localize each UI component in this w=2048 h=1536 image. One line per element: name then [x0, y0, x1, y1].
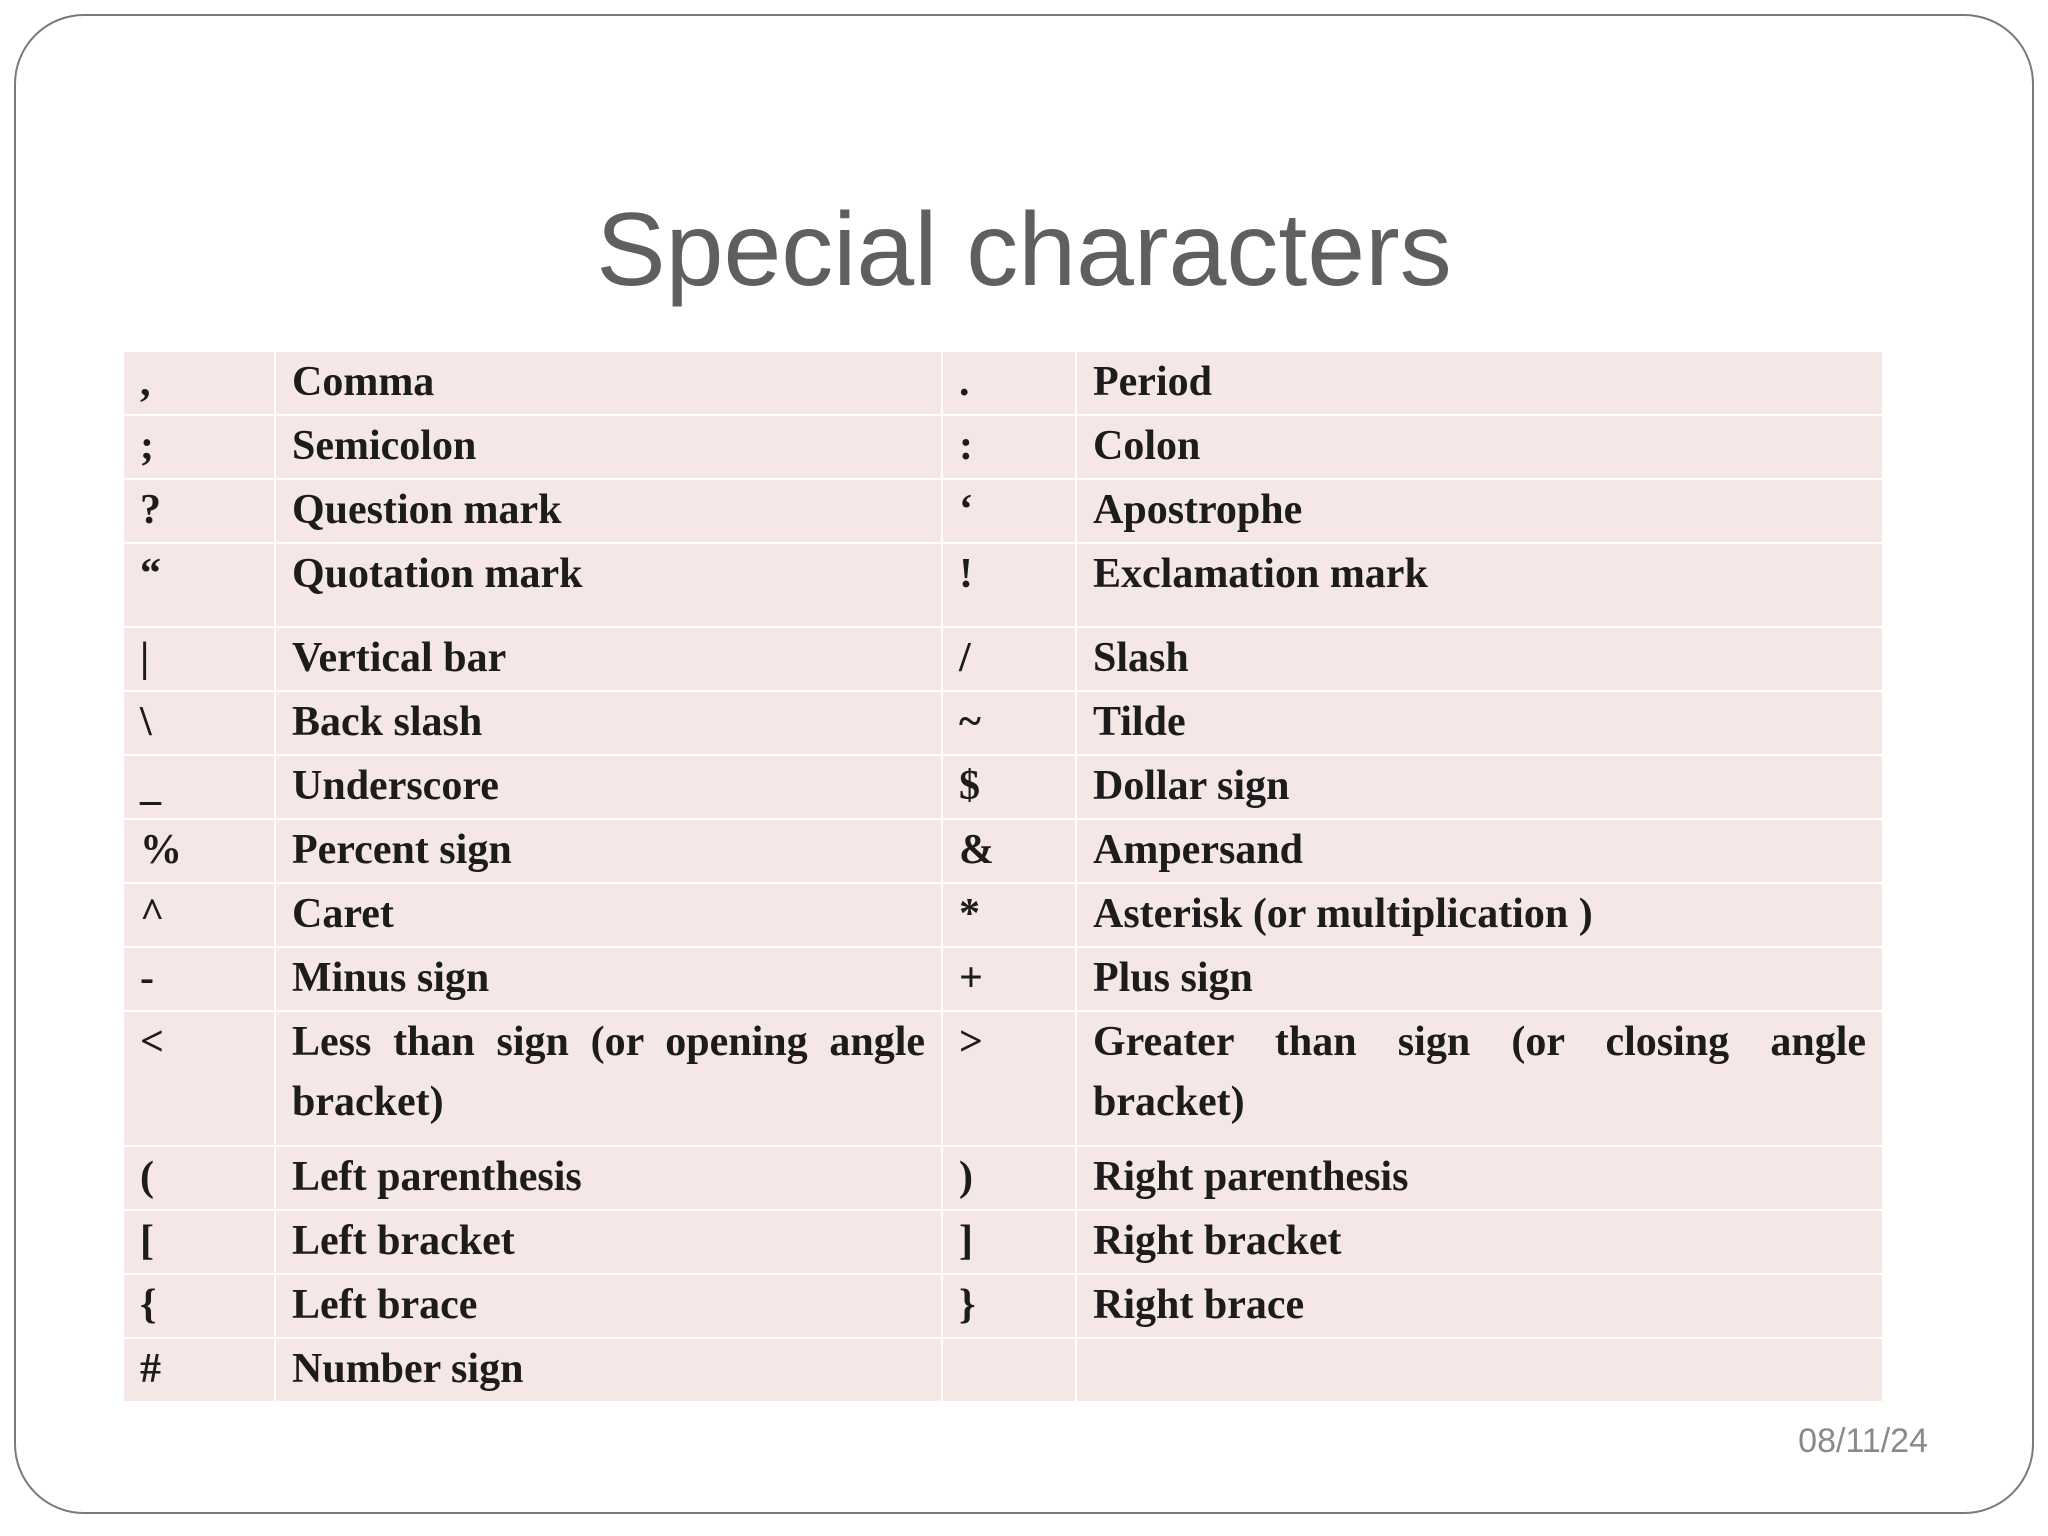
symbol-cell: <	[123, 1011, 275, 1146]
table-row	[123, 351, 1883, 415]
symbol-cell: ~	[942, 691, 1076, 755]
slide-date: 08/11/24	[1798, 1422, 1928, 1460]
table-row	[123, 1338, 1883, 1402]
table-row	[123, 415, 1883, 479]
symbol-cell: ‘	[942, 479, 1076, 543]
name-cell: Tilde	[1076, 691, 1883, 755]
table-row	[123, 627, 1883, 691]
name-cell: Period	[1076, 351, 1883, 415]
name-cell: Right brace	[1076, 1274, 1883, 1338]
name-cell: Slash	[1076, 627, 1883, 691]
name-cell	[1076, 1338, 1883, 1402]
symbol-cell: /	[942, 627, 1076, 691]
table-row	[123, 819, 1883, 883]
special-characters-table	[122, 350, 1884, 1403]
table-row	[123, 543, 1883, 627]
symbol-cell: :	[942, 415, 1076, 479]
name-cell: Back slash	[275, 691, 942, 755]
name-cell: Plus sign	[1076, 947, 1883, 1011]
symbol-cell: (	[123, 1146, 275, 1210]
symbol-cell: .	[942, 351, 1076, 415]
name-cell: Minus sign	[275, 947, 942, 1011]
symbol-cell: “	[123, 543, 275, 627]
table-row	[123, 479, 1883, 543]
symbol-cell: -	[123, 947, 275, 1011]
slide-title: Special characters	[596, 192, 1452, 308]
name-cell: Left bracket	[275, 1210, 942, 1274]
table-row	[123, 755, 1883, 819]
symbol-cell: ?	[123, 479, 275, 543]
table-row	[123, 1210, 1883, 1274]
symbol-cell: $	[942, 755, 1076, 819]
symbol-cell: ]	[942, 1210, 1076, 1274]
symbol-cell: |	[123, 627, 275, 691]
symbol-cell: *	[942, 883, 1076, 947]
name-cell: Right parenthesis	[1076, 1146, 1883, 1210]
symbol-cell: ,	[123, 351, 275, 415]
symbol-cell: )	[942, 1146, 1076, 1210]
name-cell: Colon	[1076, 415, 1883, 479]
symbol-cell: \	[123, 691, 275, 755]
symbol-cell: !	[942, 543, 1076, 627]
symbol-cell	[942, 1338, 1076, 1402]
symbol-cell: &	[942, 819, 1076, 883]
name-cell: Apostrophe	[1076, 479, 1883, 543]
symbol-cell: ;	[123, 415, 275, 479]
symbol-cell: {	[123, 1274, 275, 1338]
symbol-cell: #	[123, 1338, 275, 1402]
symbol-cell: +	[942, 947, 1076, 1011]
table-row	[123, 1011, 1883, 1146]
table-row	[123, 947, 1883, 1011]
table-row	[123, 883, 1883, 947]
name-cell: Underscore	[275, 755, 942, 819]
name-cell: Asterisk (or multiplication )	[1076, 883, 1883, 947]
symbol-cell: [	[123, 1210, 275, 1274]
name-cell: Semicolon	[275, 415, 942, 479]
name-cell: Left parenthesis	[275, 1146, 942, 1210]
name-cell: Number sign	[275, 1338, 942, 1402]
name-cell: Question mark	[275, 479, 942, 543]
table-row	[123, 1274, 1883, 1338]
name-cell: Quotation mark	[275, 543, 942, 627]
name-cell: Exclamation mark	[1076, 543, 1883, 627]
symbol-cell: ^	[123, 883, 275, 947]
table-row	[123, 691, 1883, 755]
name-cell: Greater than sign (or closing angle bracket)	[1076, 1011, 1883, 1146]
table-row	[123, 1146, 1883, 1210]
symbol-cell: _	[123, 755, 275, 819]
name-cell: Caret	[275, 883, 942, 947]
name-cell: Ampersand	[1076, 819, 1883, 883]
symbol-cell: >	[942, 1011, 1076, 1146]
name-cell: Left brace	[275, 1274, 942, 1338]
name-cell: Percent sign	[275, 819, 942, 883]
name-cell: Comma	[275, 351, 942, 415]
name-cell: Vertical bar	[275, 627, 942, 691]
name-cell: Less than sign (or opening angle bracket)	[275, 1011, 942, 1146]
symbol-cell: %	[123, 819, 275, 883]
name-cell: Dollar sign	[1076, 755, 1883, 819]
name-cell: Right bracket	[1076, 1210, 1883, 1274]
symbol-cell: }	[942, 1274, 1076, 1338]
